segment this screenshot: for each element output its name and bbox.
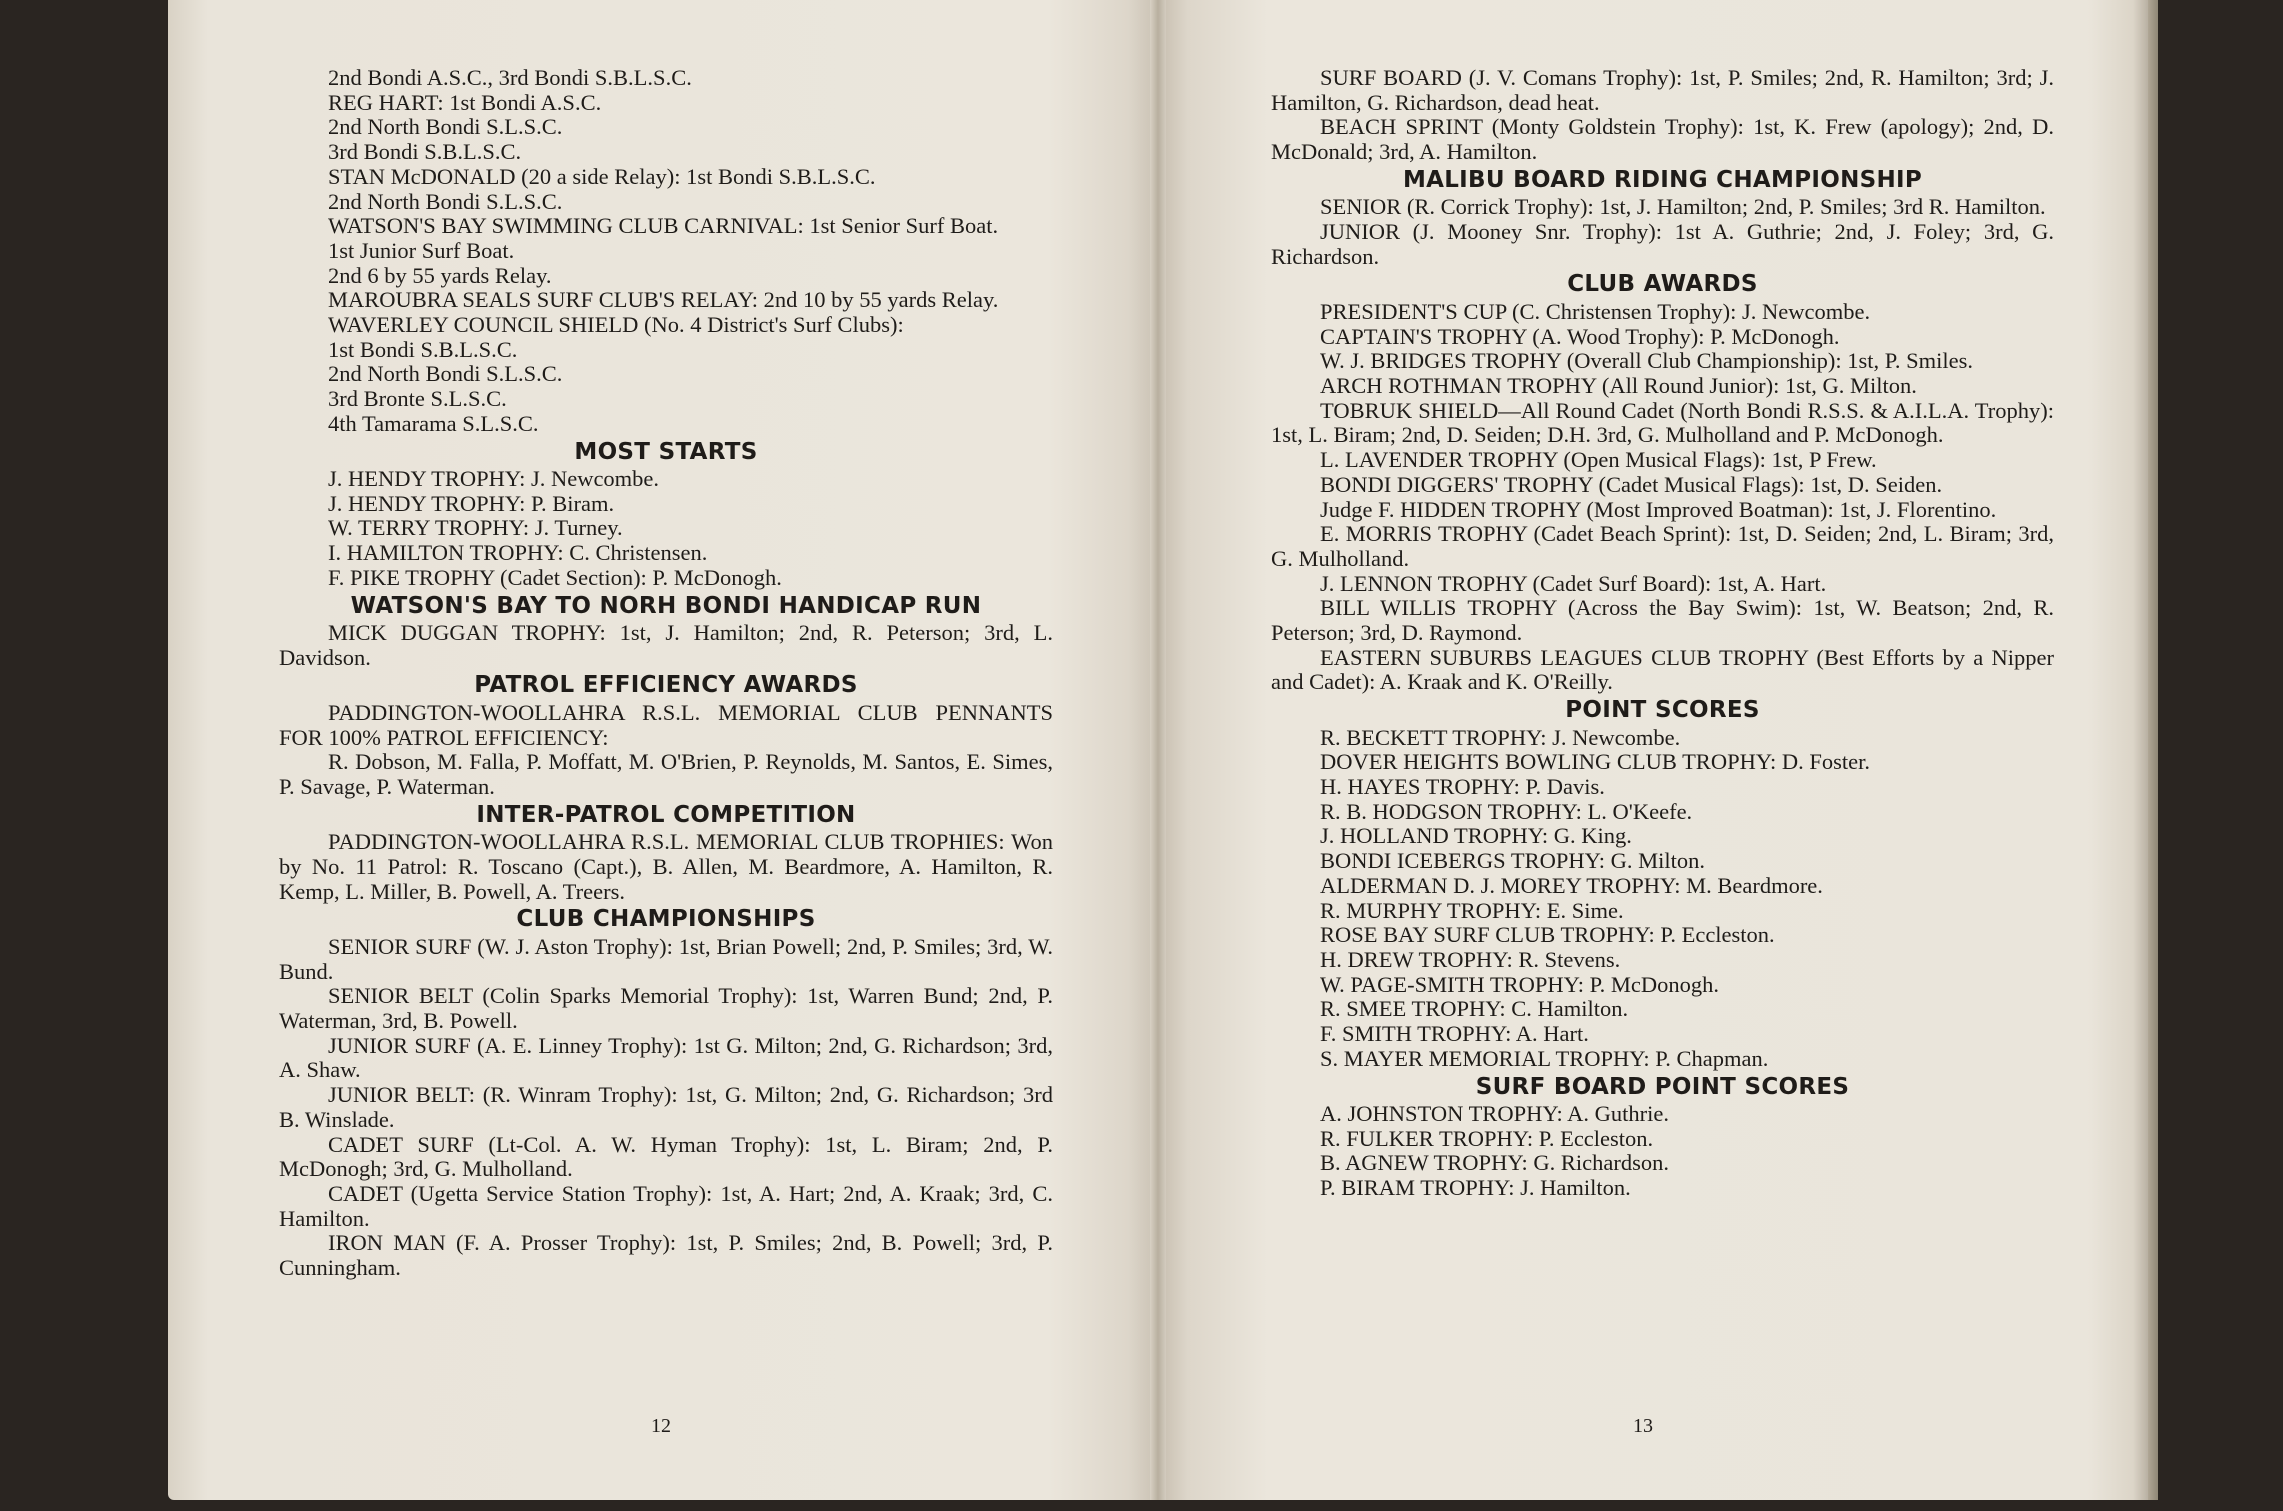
text-entry: CAPTAIN'S TROPHY (A. Wood Trophy): P. McDonogh.	[1320, 323, 1840, 349]
text-entry: SURF BOARD (J. V. Comans Trophy): 1st, P. Smiles; 2nd, R. Hamilton; 3rd; J. Hamilton, G. Richardson, dead heat.	[1271, 65, 2054, 115]
text-entry: Judge F. HIDDEN TROPHY (Most Improved Boatman): 1st, J. Florentino.	[1320, 496, 1997, 522]
text-entry: JUNIOR (J. Mooney Snr. Trophy): 1st A. Guthrie; 2nd, J. Foley; 3rd, G. Richardson.	[1271, 219, 2054, 269]
text-entry: SENIOR (R. Corrick Trophy): 1st, J. Hamilton; 2nd, P. Smiles; 3rd R. Hamilton.	[1320, 194, 2046, 220]
text-entry: H. HAYES TROPHY: P. Davis.	[1320, 774, 1605, 800]
right-page-text	[1271, 66, 2054, 1201]
text-entry: R. FULKER TROPHY: P. Eccleston.	[1320, 1125, 1654, 1151]
text-entry: 2nd North Bondi S.L.S.C.	[328, 114, 563, 140]
text-entry: SENIOR BELT (Colin Sparks Memorial Trophy): 1st, Warren Bund; 2nd, P. Waterman, 3rd, B. Powell.	[279, 983, 1053, 1033]
text-entry: 1st Junior Surf Boat.	[328, 237, 515, 263]
text-entry: 2nd 6 by 55 yards Relay.	[328, 262, 552, 288]
text-entry: J. HOLLAND TROPHY: G. King.	[1320, 823, 1632, 849]
page-number-right: 13	[1633, 1415, 1653, 1437]
text-entry: J. LENNON TROPHY (Cadet Surf Board): 1st, A. Hart.	[1320, 570, 1827, 596]
section-heading: SURF BOARD POINT SCORES	[1475, 1073, 1850, 1100]
text-entry: 1st Bondi S.B.L.S.C.	[328, 336, 518, 362]
text-entry: J. HENDY TROPHY: P. Biram.	[328, 490, 615, 516]
text-entry: I. HAMILTON TROPHY: C. Christensen.	[328, 540, 708, 566]
text-entry: L. LAVENDER TROPHY (Open Musical Flags): 1st, P Frew.	[1320, 447, 1877, 473]
text-entry: R. B. HODGSON TROPHY: L. O'Keefe.	[1320, 798, 1693, 824]
text-entry: F. PIKE TROPHY (Cadet Section): P. McDonogh.	[328, 564, 782, 590]
section-heading: POINT SCORES	[1565, 697, 1760, 724]
text-entry: P. BIRAM TROPHY: J. Hamilton.	[1320, 1175, 1631, 1201]
text-entry: R. SMEE TROPHY: C. Hamilton.	[1320, 996, 1629, 1022]
section-heading: CLUB CHAMPIONSHIPS	[516, 906, 816, 933]
text-entry: BONDI DIGGERS' TROPHY (Cadet Musical Flags): 1st, D. Seiden.	[1320, 471, 1943, 497]
text-entry: ROSE BAY SURF CLUB TROPHY: P. Eccleston.	[1320, 922, 1775, 948]
section-heading: MALIBU BOARD RIDING CHAMPIONSHIP	[1402, 166, 1923, 193]
text-entry: H. DREW TROPHY: R. Stevens.	[1320, 947, 1621, 972]
text-entry: TOBRUK SHIELD—All Round Cadet (North Bondi R.S.S. & A.I.L.A. Trophy): 1st, L. Biram; 2nd, D. Seiden; D.H. 3rd, G. Mulholland and P. McDonogh.	[1271, 397, 2054, 448]
section-heading: WATSON'S BAY TO NORH BONDI HANDICAP RUN	[350, 592, 982, 619]
section-heading: MOST STARTS	[574, 438, 758, 465]
text-entry: E. MORRIS TROPHY (Cadet Beach Sprint): 1st, D. Seiden; 2nd, L. Biram; 3rd, G. Mulholland.	[1271, 521, 2054, 571]
text-entry: REG HART: 1st Bondi A.S.C.	[328, 89, 602, 115]
text-entry: PADDINGTON-WOOLLAHRA R.S.L. MEMORIAL CLUB TROPHIES: Won by No. 11 Patrol: R. Toscano (Capt.), B. Allen, M. Beardmore, A. Hamilton, R. Kemp, L. Miller, B. Powell, A. Treers.	[279, 829, 1053, 904]
text-entry: IRON MAN (F. A. Prosser Trophy): 1st, P. Smiles; 2nd, B. Powell; 3rd, P. Cunningham.	[279, 1230, 1053, 1281]
text-entry: 3rd Bronte S.L.S.C.	[328, 386, 507, 412]
text-entry: EASTERN SUBURBS LEAGUES CLUB TROPHY (Best Efforts by a Nipper and Cadet): A. Kraak and K. O'Reilly.	[1271, 644, 2054, 695]
text-entry: R. MURPHY TROPHY: E. Sime.	[1320, 897, 1624, 923]
text-entry: MICK DUGGAN TROPHY: 1st, J. Hamilton; 2nd, R. Peterson; 3rd, L. Davidson.	[279, 620, 1053, 670]
text-entry: JUNIOR BELT: (R. Winram Trophy): 1st, G. Milton; 2nd, G. Richardson; 3rd B. Winslade.	[279, 1082, 1053, 1132]
text-entry: 2nd North Bondi S.L.S.C.	[328, 361, 563, 387]
text-entry: R. Dobson, M. Falla, P. Moffatt, M. O'Brien, P. Reynolds, M. Santos, E. Simes, P. Savage, P. Waterman.	[279, 749, 1053, 800]
text-entry: SENIOR SURF (W. J. Aston Trophy): 1st, Brian Powell; 2nd, P. Smiles; 3rd, W. Bund.	[279, 933, 1053, 984]
text-entry: DOVER HEIGHTS BOWLING CLUB TROPHY: D. Foster.	[1320, 749, 1871, 775]
text-entry: CADET (Ugetta Service Station Trophy): 1st, A. Hart; 2nd, A. Kraak; 3rd, C. Hamilton.	[279, 1180, 1053, 1231]
text-entry: A. JOHNSTON TROPHY: A. Guthrie.	[1320, 1101, 1670, 1127]
text-entry: BEACH SPRINT (Monty Goldstein Trophy): 1st, K. Frew (apology); 2nd, D. McDonald; 3rd, A. Hamilton.	[1271, 114, 2054, 165]
text-entry: STAN McDONALD (20 a side Relay): 1st Bondi S.B.L.S.C.	[328, 163, 876, 189]
left-page-text	[279, 66, 1053, 1281]
text-entry: ARCH ROTHMAN TROPHY (All Round Junior): 1st, G. Milton.	[1320, 373, 1917, 399]
text-entry: 2nd Bondi A.S.C., 3rd Bondi S.B.L.S.C.	[328, 65, 692, 90]
text-entry: S. MAYER MEMORIAL TROPHY: P. Chapman.	[1320, 1045, 1769, 1071]
text-entry: W. TERRY TROPHY: J. Turney.	[328, 515, 623, 541]
text-entry: CADET SURF (Lt-Col. A. W. Hyman Trophy): 1st, L. Biram; 2nd, P. McDonogh; 3rd, G. Mulholland.	[279, 1131, 1053, 1182]
page-edge	[2148, 0, 2158, 1500]
text-entry: BILL WILLIS TROPHY (Across the Bay Swim): 1st, W. Beatson; 2nd, R. Peterson; 3rd, D. Raymond.	[1271, 595, 2054, 646]
text-entry: 3rd Bondi S.B.L.S.C.	[328, 139, 522, 165]
page-gutter	[1150, 0, 1166, 1500]
text-entry: ALDERMAN D. J. MOREY TROPHY: M. Beardmore.	[1320, 872, 1823, 898]
text-entry: R. BECKETT TROPHY: J. Newcombe.	[1320, 724, 1681, 750]
text-entry: MAROUBRA SEALS SURF CLUB'S RELAY: 2nd 10 by 55 yards Relay.	[328, 287, 999, 313]
section-heading: INTER-PATROL COMPETITION	[476, 801, 856, 828]
section-heading: PATROL EFFICIENCY AWARDS	[474, 672, 858, 699]
text-entry: BONDI ICEBERGS TROPHY: G. Milton.	[1320, 848, 1706, 874]
text-entry: PRESIDENT'S CUP (C. Christensen Trophy): J. Newcombe.	[1320, 298, 1871, 324]
text-entry: 2nd North Bondi S.L.S.C.	[328, 188, 563, 214]
text-entry: WAVERLEY COUNCIL SHIELD (No. 4 District's Surf Clubs):	[328, 312, 904, 338]
text-entry: F. SMITH TROPHY: A. Hart.	[1320, 1021, 1589, 1047]
text-entry: B. AGNEW TROPHY: G. Richardson.	[1320, 1150, 1669, 1176]
page-number-left: 12	[651, 1415, 671, 1437]
text-entry: J. HENDY TROPHY: J. Newcombe.	[328, 466, 660, 492]
section-heading: CLUB AWARDS	[1567, 271, 1758, 298]
text-entry: W. PAGE-SMITH TROPHY: P. McDonogh.	[1320, 971, 1720, 997]
text-entry: PADDINGTON-WOOLLAHRA R.S.L. MEMORIAL CLUB PENNANTS FOR 100% PATROL EFFICIENCY:	[279, 699, 1053, 750]
text-entry: W. J. BRIDGES TROPHY (Overall Club Championship): 1st, P. Smiles.	[1320, 348, 1973, 374]
text-entry: WATSON'S BAY SWIMMING CLUB CARNIVAL: 1st Senior Surf Boat.	[328, 213, 999, 239]
text-entry: JUNIOR SURF (A. E. Linney Trophy): 1st G. Milton; 2nd, G. Richardson; 3rd, A. Shaw.	[279, 1032, 1053, 1083]
text-entry: 4th Tamarama S.L.S.C.	[328, 410, 539, 436]
